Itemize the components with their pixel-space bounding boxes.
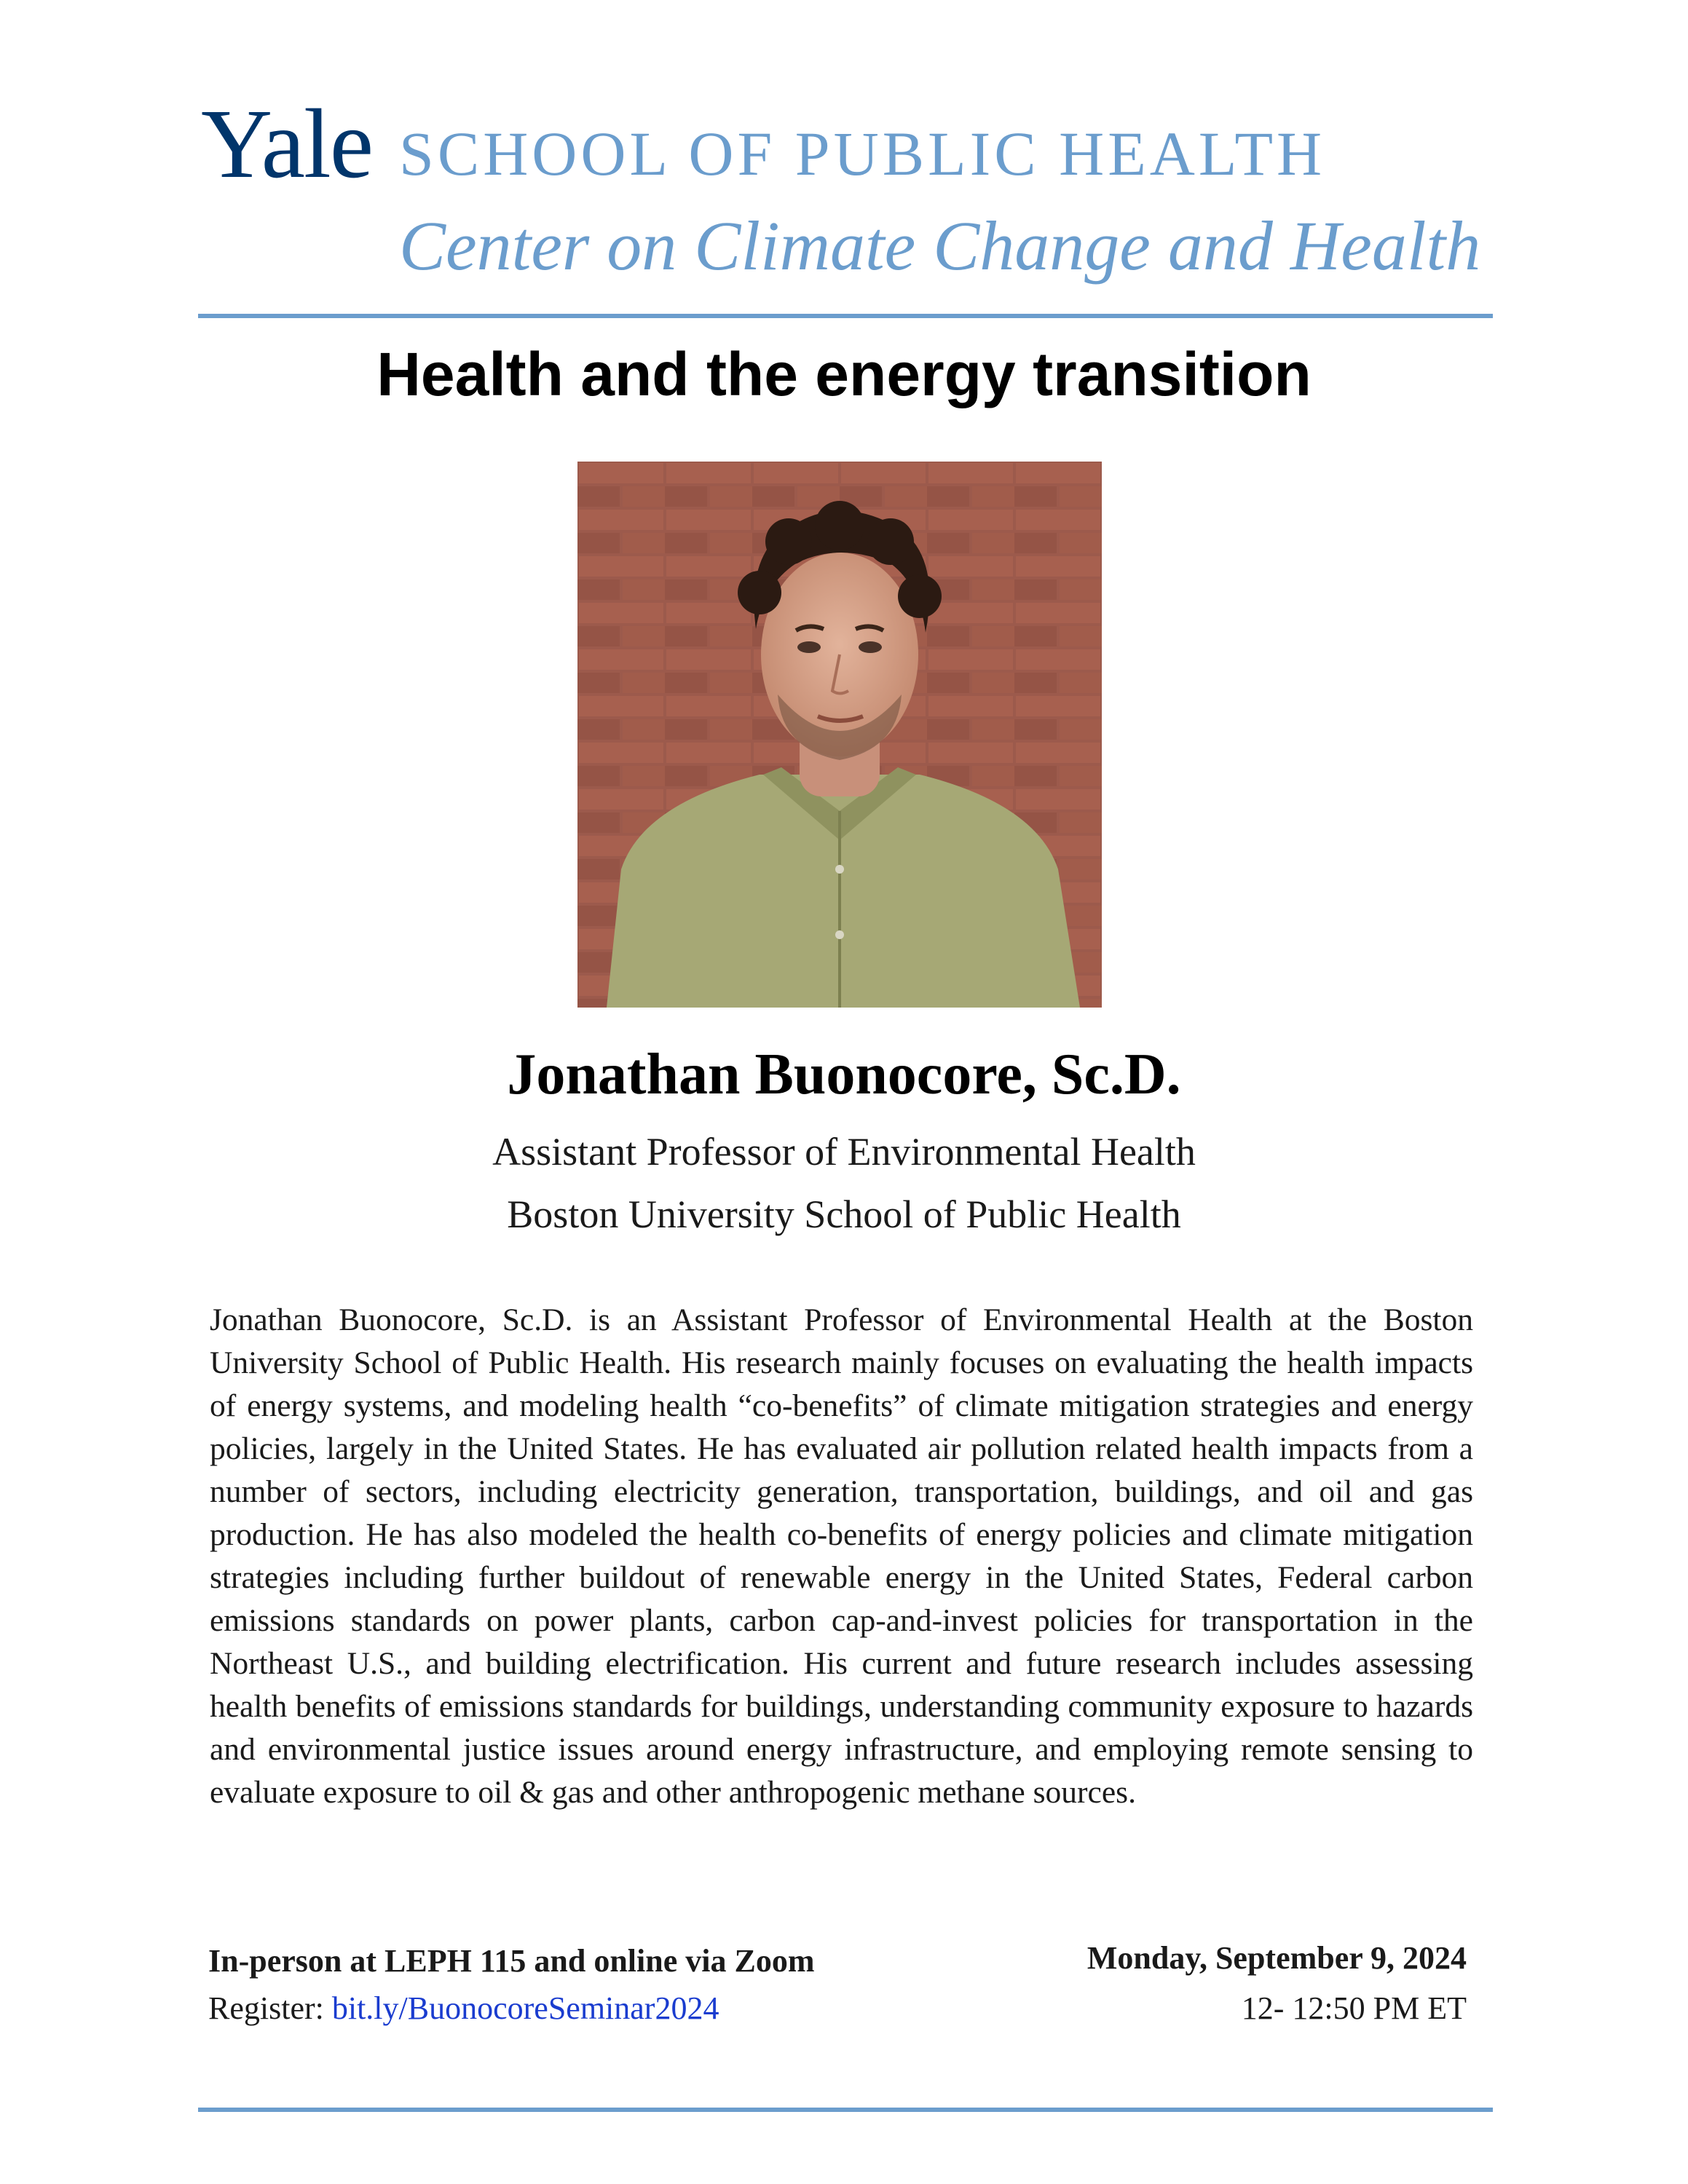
register-label: Register: <box>208 1990 332 2026</box>
speaker-position: Assistant Professor of Environmental Health <box>492 1130 1196 1174</box>
event-time: 12- 12:50 PM ET <box>1241 1990 1467 2026</box>
event-date: Monday, September 9, 2024 <box>1086 1940 1467 1976</box>
center-name: Center on Climate Change and Health <box>399 207 1481 285</box>
register-link[interactable]: bit.ly/BuonocoreSeminar2024 <box>331 1990 719 2026</box>
header <box>197 87 1493 306</box>
register-line <box>208 1990 719 2027</box>
school-name: SCHOOL OF PUBLIC HEALTH <box>399 119 1326 189</box>
speaker-institution: Boston University School of Public Health <box>507 1192 1181 1236</box>
bottom-divider <box>198 2108 1493 2112</box>
event-title: Health and the energy transition <box>376 340 1312 408</box>
top-divider <box>198 314 1493 318</box>
event-venue: In-person at LEPH 115 and online via Zoom <box>208 1943 815 1979</box>
yale-wordmark: Yale <box>201 90 373 199</box>
speaker-name: Jonathan Buonocore, Sc.D. <box>507 1042 1181 1107</box>
speaker-bio: Jonathan Buonocore, Sc.D. is an Assistant Professor of Environmental Health at the Boston University School of Public Health. His research mainly focuses on evaluating the health impacts of energy systems, and modeling health “co-benefits” of climate mitigation strategies and energy policies, largely in the United States. He has evaluated air pollution related health impacts from a number of sectors, including electricity generation, transportation, buildings, and oil and gas production. He has also modeled the health co-benefits of energy policies and climate mitigation strategies including further buildout of renewable energy in the United States, Federal carbon emissions standards on power plants, carbon cap-and-invest policies for transportation in the Northeast U.S., and building electrification. His current and future research includes assessing health benefits of emissions standards for buildings, understanding community exposure to hazards and environmental justice issues around energy infrastructure, and employing remote sensing to evaluate exposure to oil & gas and other anthropogenic methane sources. <box>210 1302 1473 1810</box>
speaker-photo <box>577 462 1102 1008</box>
